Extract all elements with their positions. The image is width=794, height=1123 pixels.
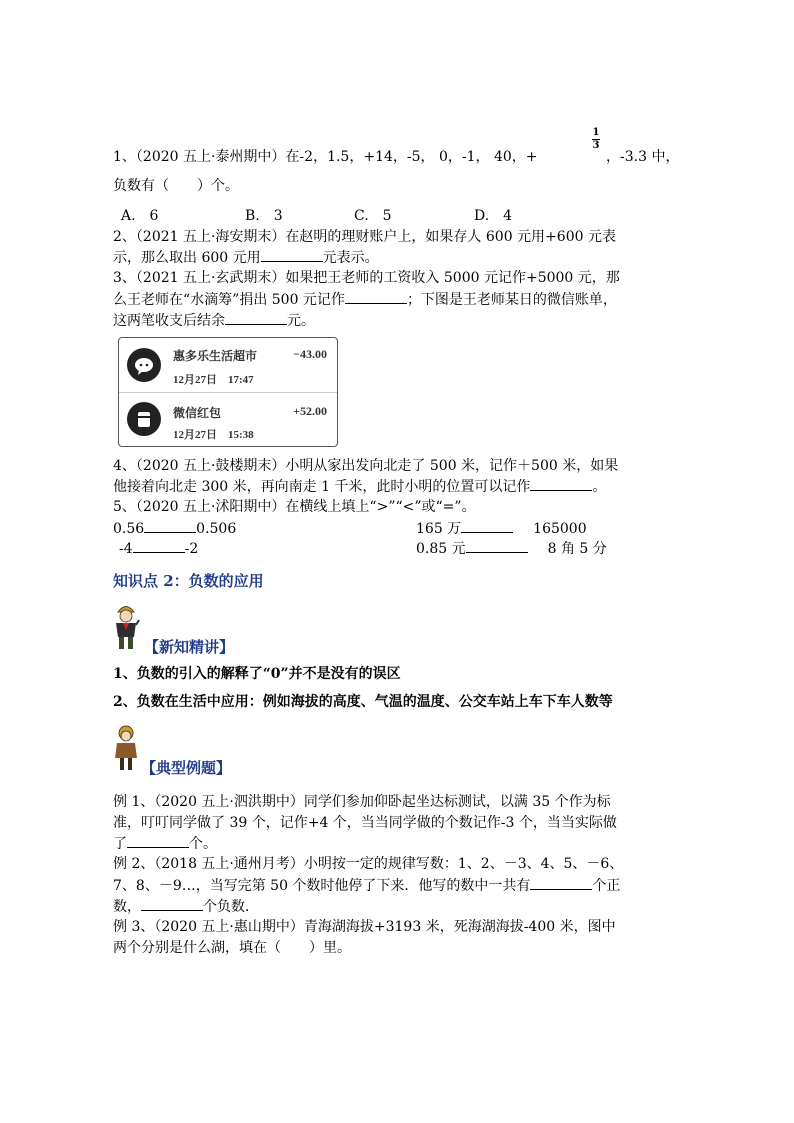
point-1: 1、负数的引入的解释了“0”并不是没有的误区	[113, 666, 401, 682]
q2-text-a: 示，那么取出 600 元用	[113, 250, 261, 266]
ex3-line2: 两个分别是什么湖，填在（ ）里。	[113, 940, 351, 956]
q4-line1: 4、（2020 五上·鼓楼期末）小明从家出发向北走了 500 米，记作＋500 米，如果	[113, 458, 619, 474]
answer-blank[interactable]	[345, 289, 407, 304]
q5-line1: 5、（2020 五上·沭阳期中）在横线上填上“>”“<”或“=”。	[113, 499, 476, 515]
ex2-text-a: 7、8、－9…，当写完第 50 个数时他停了下来．他写的数中一共有	[113, 878, 531, 894]
q1-line1-end: ，-3.3 中，	[606, 149, 680, 165]
q2-text-b: 元表示。	[322, 250, 379, 266]
q1-option-a: A. 6	[121, 208, 159, 224]
q3-line2	[113, 289, 617, 310]
ex1-line3	[113, 833, 217, 854]
cartoon-girl-icon	[112, 724, 140, 776]
chat-icon	[127, 348, 161, 382]
new-knowledge-title: 【新知精讲】	[144, 638, 235, 656]
ex1-line1: 例 1、（2020 五上·泗洪期中）同学们参加仰卧起坐达标测试，以满 35 个作为标	[113, 794, 611, 810]
q2-line2	[113, 247, 379, 268]
q5-row1-right	[416, 518, 587, 539]
q5-value: 8 角 5 分	[547, 541, 607, 557]
q5-value: 0.85 元	[416, 541, 466, 557]
ex1-line2: 准，叮叮同学做了 39 个，记作+4 个，当当同学做的个数记作-3 个，当当实际做	[113, 815, 617, 831]
answer-blank[interactable]	[461, 518, 513, 533]
q3-text-d: 元。	[287, 313, 315, 329]
point-2: 2、负数在生活中应用：例如海拔的高度、气温的温度、公交车站上车下车人数等	[113, 694, 613, 710]
q1-text: 1、（2020 五上·泰州期中）在-2，1.5，+14，-5， 0，-1， 40，+	[113, 149, 538, 165]
bill-time: 12月27日 15:38	[173, 429, 254, 441]
ex2-line1: 例 2、（2018 五上·通州月考）小明按一定的规律写数：1、2、－3、4、5、－6、	[113, 856, 624, 872]
q4-text-b: 。	[592, 479, 607, 495]
bill-time: 12月27日 17:47	[173, 374, 254, 386]
bill-merchant-name: 微信红包	[173, 406, 222, 420]
answer-blank[interactable]	[530, 476, 592, 491]
q1-option-d: D. 4	[474, 208, 513, 224]
q3-text-c: 这两笔收支后结余	[113, 313, 225, 329]
q5-value: 165 万	[416, 521, 462, 537]
answer-blank[interactable]	[127, 833, 189, 848]
q5-row2-right	[416, 538, 607, 559]
ex2-text-b: 个正	[592, 878, 621, 894]
q2-line1: 2、（2021 五上·海安期末）在赵明的理财账户上，如果存人 600 元用+600 元表	[113, 229, 616, 245]
q5-value: 165000	[533, 521, 587, 537]
q1-option-c: C. 5	[354, 208, 392, 224]
q5-value: -4	[119, 541, 133, 557]
q3-text-a: 么王老师在“水滴筹”捐出 500 元记作	[113, 292, 345, 308]
answer-blank[interactable]	[530, 875, 592, 890]
ex2-text-c: 数，	[113, 899, 141, 915]
answer-blank[interactable]	[261, 247, 323, 262]
q5-value: 0.506	[196, 521, 237, 537]
bill-amount: +52.00	[293, 404, 327, 418]
ex2-line2	[113, 875, 620, 896]
ex2-text-d: 个负数．	[203, 899, 259, 915]
q5-row2-left	[119, 538, 198, 559]
section-heading: 知识点 2：负数的应用	[113, 572, 264, 590]
ex1-text-a: 了	[113, 836, 127, 852]
q4-text-a: 他接着向北走 300 米，再向南走 1 千米，此时小明的位置可以记作	[113, 479, 531, 495]
q5-value: -2	[184, 541, 199, 557]
bill-amount: −43.00	[293, 347, 327, 361]
q3-line1: 3、（2021 五上·玄武期末）如果把王老师的工资收入 5000 元记作+5000 元，那	[113, 270, 620, 286]
wechat-bill-card	[118, 337, 338, 447]
ex1-text-b: 个。	[189, 836, 217, 852]
answer-blank[interactable]	[141, 896, 203, 911]
q3-line3	[113, 310, 315, 331]
q1-line1	[113, 147, 538, 167]
bill-merchant-name: 惠多乐生活超市	[173, 349, 258, 363]
q1-line2: 负数有（ ）个。	[113, 178, 239, 194]
examples-title: 【典型例题】	[141, 759, 232, 777]
q5-value: 0.56	[113, 521, 145, 537]
ex2-line3	[113, 896, 259, 917]
cartoon-boy-icon	[112, 603, 140, 655]
fraction-denominator: 3	[592, 140, 600, 151]
q5-row1-left	[113, 518, 236, 539]
q1-option-b: B. 3	[245, 208, 283, 224]
fraction-numerator: 1	[592, 127, 600, 138]
bill-divider	[119, 392, 337, 393]
answer-blank[interactable]	[133, 538, 185, 553]
fraction-one-third	[592, 128, 600, 151]
ex3-line1: 例 3、（2020 五上·惠山期中）青海湖海拔+3193 米，死海湖海拔-400 米，图中	[113, 919, 616, 935]
answer-blank[interactable]	[466, 538, 528, 553]
answer-blank[interactable]	[144, 518, 196, 533]
q4-line2	[113, 476, 606, 497]
answer-blank[interactable]	[225, 310, 287, 325]
wallet-icon	[127, 402, 161, 436]
q3-text-b: ；下图是王老师某日的微信账单，	[406, 292, 617, 308]
